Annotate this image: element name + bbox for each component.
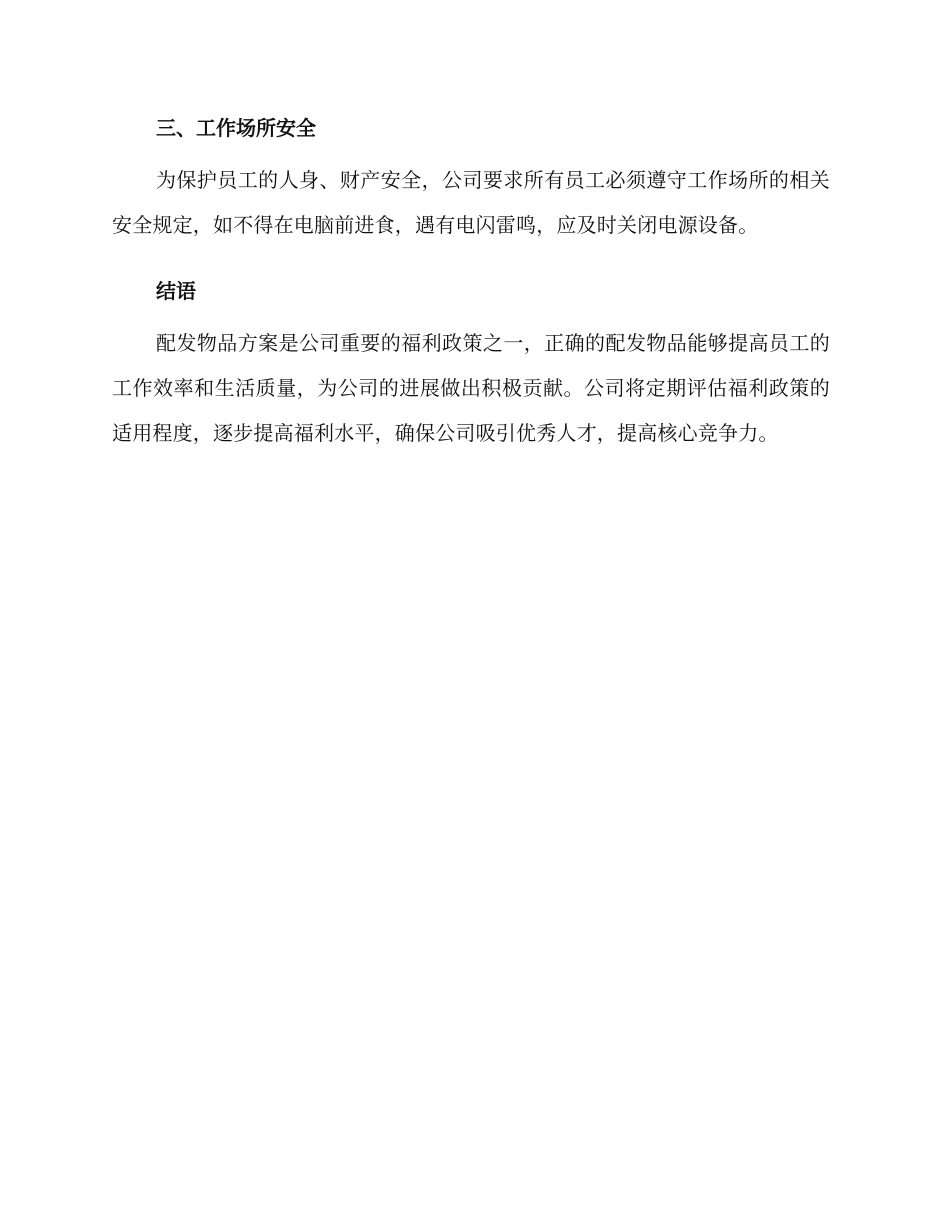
section-heading-workplace-safety: 三、工作场所安全	[156, 116, 316, 140]
document-body	[112, 112, 830, 456]
section-paragraph-workplace-safety: 为保护员工的人身、财产安全，公司要求所有员工必须遵守工作场所的相关安全规定，如不得在电脑前进食，遇有电闪雷鸣，应及时关闭电源设备。	[112, 168, 830, 237]
section-paragraph-conclusion: 配发物品方案是公司重要的福利政策之一，正确的配发物品能够提高员工的工作效率和生活质量，为公司的进展做出积极贡献。公司将定期评估福利政策的适用程度，逐步提高福利水平，确保公司吸引优秀人才，提高核心竞争力。	[112, 331, 830, 445]
section-heading-conclusion: 结语	[156, 279, 196, 303]
